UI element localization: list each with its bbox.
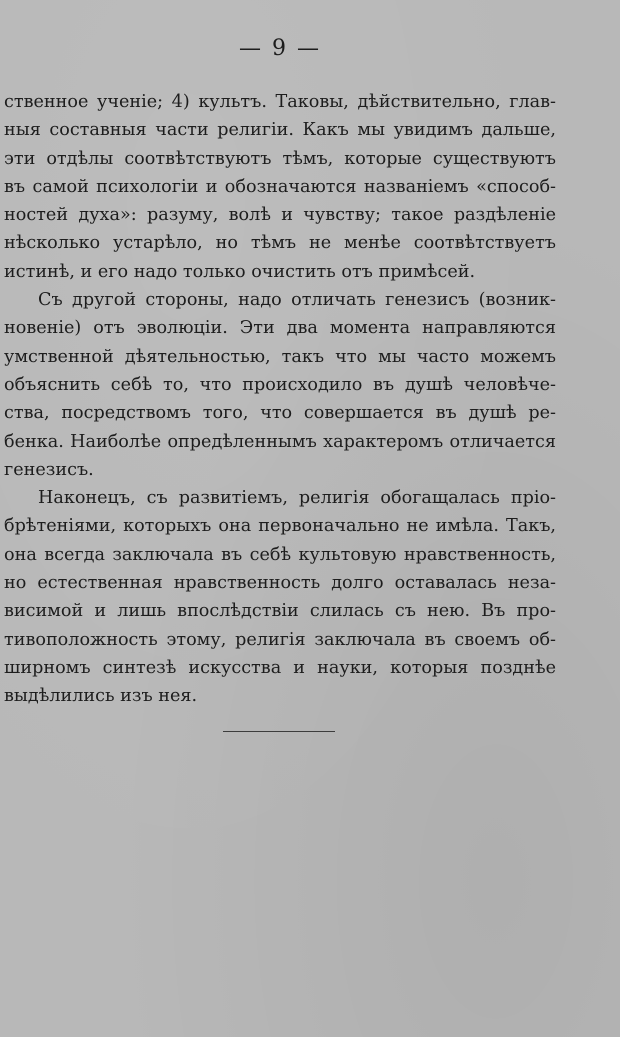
text-line: истинѣ, и его надо только очистить отъ примѣсей. (4, 261, 476, 282)
text-line: умственной дѣятельностью, такъ что мы часто можемъ (4, 346, 556, 367)
text-line: объяснить себѣ то, что происходило въ душѣ человѣче- (4, 374, 556, 395)
text-line: но естественная нравственность долго оставалась неза- (4, 573, 556, 594)
body-text (4, 88, 556, 711)
text-line: Съ другой стороны, надо отличать генезисъ (возник- (38, 290, 556, 311)
text-line: въ самой психологіи и обозначаются названіемъ «способ- (4, 176, 556, 197)
text-line: эти отдѣлы соотвѣтствуютъ тѣмъ, которые существуютъ (4, 148, 556, 169)
section-divider (223, 731, 335, 732)
text-line: Наконецъ, съ развитіемъ, религія обогащалась пріо- (38, 488, 556, 509)
text-line: бенка. Наиболѣе опредѣленнымъ характеромъ отличается (4, 431, 556, 452)
text-line: ства, посредствомъ того, что совершается въ душѣ ре- (4, 403, 556, 424)
paragraph-3 (4, 484, 556, 710)
text-line: тивоположность этому, религія заключала въ своемъ об- (4, 629, 556, 650)
text-line: выдѣлились изъ нея. (4, 686, 198, 707)
page-number: — 9 — (239, 36, 321, 61)
text-line: ныя составныя части религіи. Какъ мы увидимъ дальше, (4, 120, 556, 141)
text-line: генезисъ. (4, 459, 94, 480)
text-line: новеніе) отъ эволюціи. Эти два момента направляются (4, 318, 556, 339)
text-line: нѣсколько устарѣло, но тѣмъ не менѣе соотвѣтствуетъ (4, 233, 556, 254)
text-line: висимой и лишь впослѣдствіи слилась съ нею. Въ про- (4, 601, 556, 622)
paragraph-1 (4, 88, 556, 286)
text-line: ширномъ синтезѣ искусства и науки, которыя позднѣе (4, 657, 556, 678)
text-line: она всегда заключала въ себѣ культовую нравственность, (4, 544, 556, 565)
text-line: ностей духа»: разуму, волѣ и чувству; такое раздѣленіе (4, 205, 556, 226)
text-line: ственное ученіе; 4) культъ. Таковы, дѣйствительно, глав- (4, 92, 556, 112)
text-line: брѣтеніями, которыхъ она первоначально не имѣла. Такъ, (4, 516, 556, 537)
paragraph-2 (4, 286, 556, 484)
